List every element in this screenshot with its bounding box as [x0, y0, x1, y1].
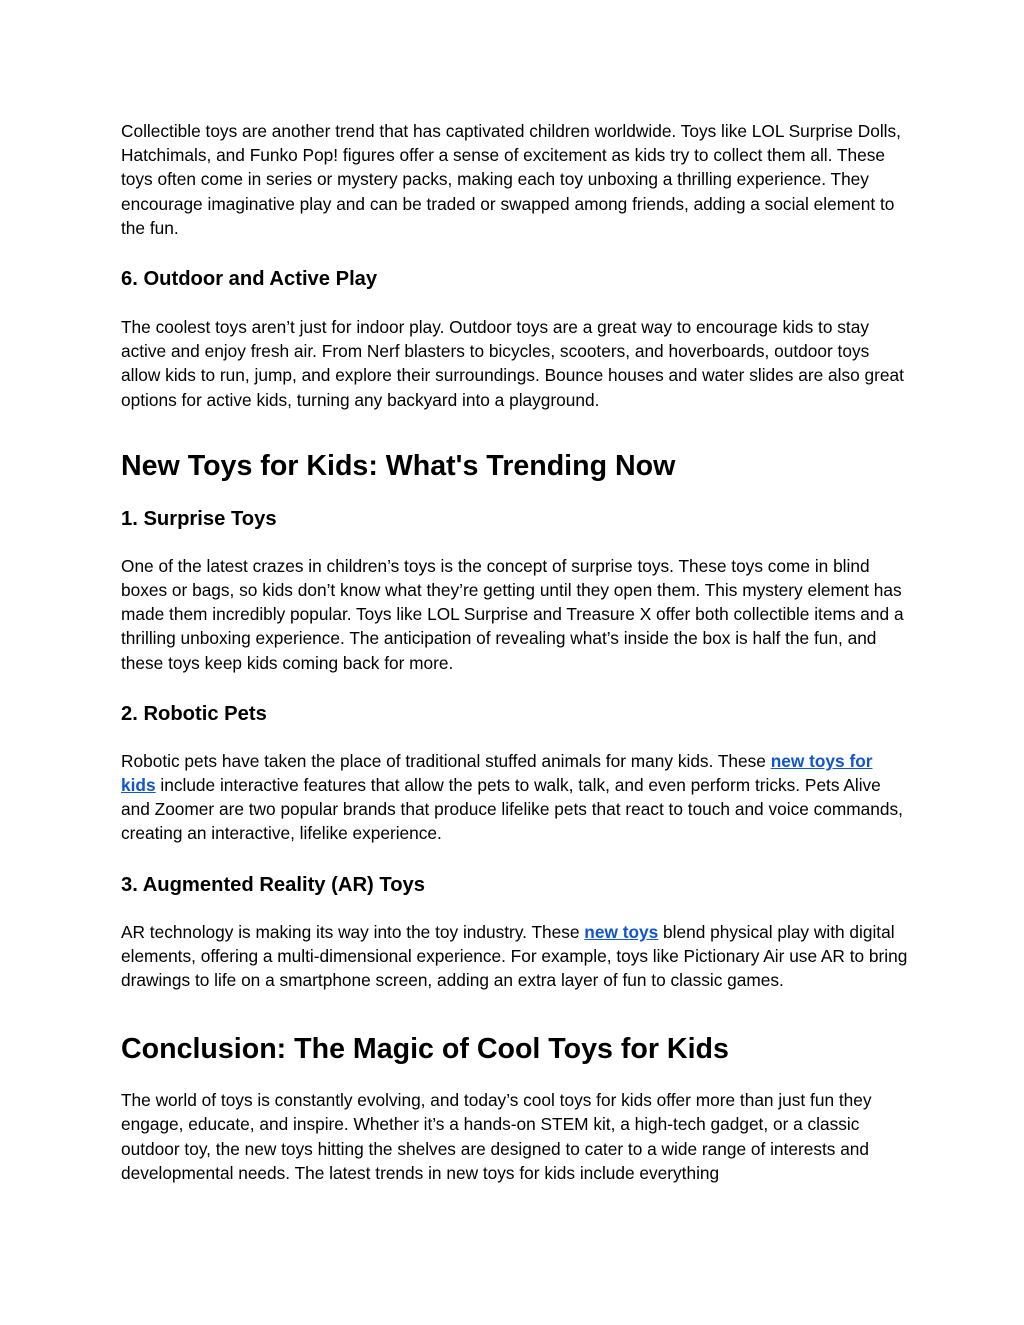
robotic-pets-heading: 2. Robotic Pets — [121, 702, 267, 725]
robotic-pets-text-before: Robotic pets have taken the place of traditional stuffed animals for many kids. These — [121, 750, 771, 771]
document-page — [121, 119, 911, 1185]
ar-toys-text-before: AR technology is making its way into the toy industry. These — [121, 921, 585, 942]
conclusion-paragraph: The world of toys is constantly evolving, and today’s cool toys for kids offer more than just fun they engage, educate, and inspire. Whether it’s a hands-on STEM kit, a high-tech gadget, or a classic outdoor toy, the new toys hitting the shelves are designed to cater to a wide range of interests and developmental needs. The latest trends in new toys for kids include everything — [121, 1090, 872, 1183]
robotic-pets-paragraph — [121, 749, 911, 846]
surprise-toys-heading: 1. Surprise Toys — [121, 507, 277, 530]
new-toys-link[interactable]: new toys — [584, 921, 659, 942]
ar-toys-heading: 3. Augmented Reality (AR) Toys — [121, 873, 425, 896]
outdoor-play-paragraph: The coolest toys aren’t just for indoor play. Outdoor toys are a great way to encourage kids to stay active and enjoy fresh air. From Nerf blasters to bicycles, scooters, and hoverboards, outdoor toys allow kids to run, jump, and explore their surroundings. Bounce houses and water slides are also great options for active kids, turning any backyard into a playground. — [121, 317, 904, 410]
robotic-pets-text-after: include interactive features that allow the pets to walk, talk, and even perform tricks. Pets Alive and Zoomer are two popular brands that produce lifelike pets that react to touch and voice commands, creating an interactive, lifelike experience. — [121, 775, 903, 844]
new-toys-for-kids-link[interactable]: new toys for kids — [121, 750, 873, 796]
conclusion-heading: Conclusion: The Magic of Cool Toys for Kids — [121, 1033, 729, 1066]
surprise-toys-paragraph: One of the latest crazes in children’s toys is the concept of surprise toys. These toys come in blind boxes or bags, so kids don’t know what they’re getting until they open them. This mystery element has made them incredibly popular. Toys like LOL Surprise and Treasure X offer both collectible items and a thrilling unboxing experience. The anticipation of revealing what’s inside the box is half the fun, and these toys keep kids coming back for more. — [121, 555, 904, 673]
ar-toys-text-after: blend physical play with digital elements, offering a multi-dimensional experience. For example, toys like Pictionary Air use AR to bring drawings to life on a smartphone screen, adding an extra layer of fun to classic games. — [121, 921, 908, 991]
new-toys-trending-heading: New Toys for Kids: What's Trending Now — [121, 449, 676, 482]
outdoor-play-heading: 6. Outdoor and Active Play — [121, 268, 378, 291]
ar-toys-paragraph — [121, 920, 911, 993]
collectible-toys-paragraph: Collectible toys are another trend that has captivated children worldwide. Toys like LOL Surprise Dolls, Hatchimals, and Funko Pop! figures offer a sense of excitement as kids try to collect them all. These toys often come in series or mystery packs, making each toy unboxing a thrilling experience. They encourage imaginative play and can be traded or swapped among friends, adding a social element to the fun. — [121, 121, 901, 238]
